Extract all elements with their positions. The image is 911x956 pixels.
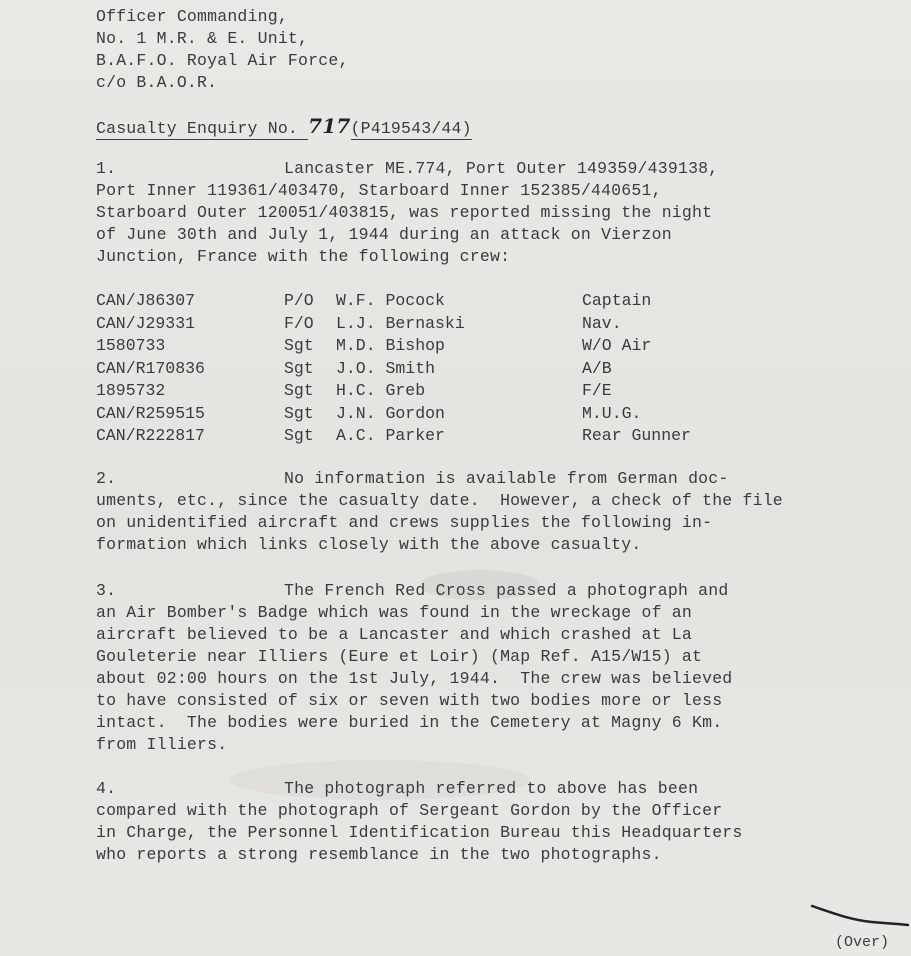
crew-role: Captain bbox=[582, 291, 652, 310]
crew-role: Rear Gunner bbox=[582, 426, 691, 445]
handwritten-enquiry-number: 717 bbox=[308, 114, 351, 138]
crew-rank: Sgt bbox=[284, 336, 314, 355]
crew-rank: Sgt bbox=[284, 403, 314, 423]
crew-role: A/B bbox=[582, 358, 612, 378]
crew-service-number: 1895732 bbox=[96, 381, 166, 400]
over-page-note: (Over) bbox=[835, 934, 890, 951]
crew-service-number: 1580733 bbox=[96, 336, 166, 355]
paragraph-3 bbox=[96, 580, 856, 756]
crew-row bbox=[96, 313, 742, 336]
crew-role: F/E bbox=[582, 381, 612, 400]
crew-name: M.D. Bishop bbox=[336, 336, 445, 355]
paragraph-line: Lancaster ME.774, Port Outer 149359/439138, bbox=[284, 159, 719, 178]
address-line-2: No. 1 M.R. & E. Unit, bbox=[96, 29, 309, 48]
crew-service-number: CAN/J86307 bbox=[96, 291, 196, 310]
address-line-3: B.A.F.O. Royal Air Force, bbox=[96, 51, 349, 70]
paragraph-line: an Air Bomber's Badge which was found in the wreckage of an bbox=[96, 603, 692, 622]
subject-label: Casualty Enquiry No. bbox=[96, 119, 299, 138]
paragraph-line: on unidentified aircraft and crews supplies the following in- bbox=[96, 513, 713, 532]
crew-service-number: CAN/J29331 bbox=[96, 313, 196, 333]
paragraph-line: Starboard Outer 120051/403815, was reported missing the night bbox=[96, 203, 713, 222]
paragraph-line: uments, etc., since the casualty date. However, a check of the file bbox=[96, 491, 783, 510]
crew-row bbox=[96, 290, 742, 313]
paragraph-line: Gouleterie near Illiers (Eure et Loir) (Map Ref. A15/W15) at bbox=[96, 647, 703, 666]
subject-reference: (P419543/44) bbox=[350, 119, 472, 138]
paragraph-line: about 02:00 hours on the 1st July, 1944. The crew was believed bbox=[96, 669, 733, 688]
crew-name: A.C. Parker bbox=[336, 426, 445, 445]
pen-mark-icon bbox=[810, 898, 910, 932]
paragraph-line: of June 30th and July 1, 1944 during an attack on Vierzon bbox=[96, 225, 672, 244]
paragraph-line: Junction, France with the following crew: bbox=[96, 247, 511, 266]
paragraph-line: The French Red Cross passed a photograph and bbox=[284, 581, 729, 600]
crew-service-number: CAN/R222817 bbox=[96, 426, 205, 445]
paragraph-number: 2. bbox=[96, 469, 117, 488]
crew-rank: F/O bbox=[284, 313, 314, 333]
paragraph-4 bbox=[96, 778, 856, 866]
crew-row bbox=[96, 358, 742, 381]
paragraph-line: compared with the photograph of Sergeant Gordon by the Officer bbox=[96, 801, 723, 820]
paragraph-line: Port Inner 119361/403470, Starboard Inner 152385/440651, bbox=[96, 181, 662, 200]
crew-name: L.J. Bernaski bbox=[336, 313, 465, 333]
crew-row bbox=[96, 335, 742, 358]
crew-name: W.F. Pocock bbox=[336, 291, 445, 310]
paragraph-line: who reports a strong resemblance in the two photographs. bbox=[96, 845, 662, 864]
paragraph-line: No information is available from German doc- bbox=[284, 469, 729, 488]
paragraph-line: from Illiers. bbox=[96, 735, 228, 754]
crew-rank: Sgt bbox=[284, 358, 314, 378]
crew-row bbox=[96, 380, 742, 403]
paragraph-line: in Charge, the Personnel Identification Bureau this Headquarters bbox=[96, 823, 743, 842]
crew-name: J.N. Gordon bbox=[336, 403, 445, 423]
crew-name: J.O. Smith bbox=[336, 358, 436, 378]
crew-role: Nav. bbox=[582, 313, 622, 333]
paragraph-1 bbox=[96, 158, 856, 268]
crew-row bbox=[96, 403, 742, 426]
paragraph-number: 4. bbox=[96, 779, 117, 798]
paragraph-line: formation which links closely with the above casualty. bbox=[96, 535, 642, 554]
paragraph-number: 3. bbox=[96, 581, 117, 600]
crew-role: W/O Air bbox=[582, 336, 652, 355]
paragraph-line: to have consisted of six or seven with two bodies more or less bbox=[96, 691, 723, 710]
subject-line bbox=[96, 115, 472, 140]
crew-rank: Sgt bbox=[284, 381, 314, 400]
address-line-4: c/o B.A.O.R. bbox=[96, 73, 218, 92]
crew-row bbox=[96, 425, 742, 448]
paragraph-line: aircraft believed to be a Lancaster and which crashed at La bbox=[96, 625, 692, 644]
paragraph-2 bbox=[96, 468, 856, 556]
crew-table bbox=[96, 290, 742, 448]
crew-rank: Sgt bbox=[284, 426, 314, 445]
crew-role: M.U.G. bbox=[582, 403, 642, 423]
paragraph-line: intact. The bodies were buried in the Cemetery at Magny 6 Km. bbox=[96, 713, 723, 732]
crew-service-number: CAN/R170836 bbox=[96, 358, 205, 378]
crew-rank: P/O bbox=[284, 291, 314, 310]
paragraph-number: 1. bbox=[96, 159, 117, 178]
paragraph-line: The photograph referred to above has been bbox=[284, 779, 699, 798]
crew-service-number: CAN/R259515 bbox=[96, 403, 205, 423]
address-line-1: Officer Commanding, bbox=[96, 7, 288, 26]
crew-name: H.C. Greb bbox=[336, 381, 426, 400]
